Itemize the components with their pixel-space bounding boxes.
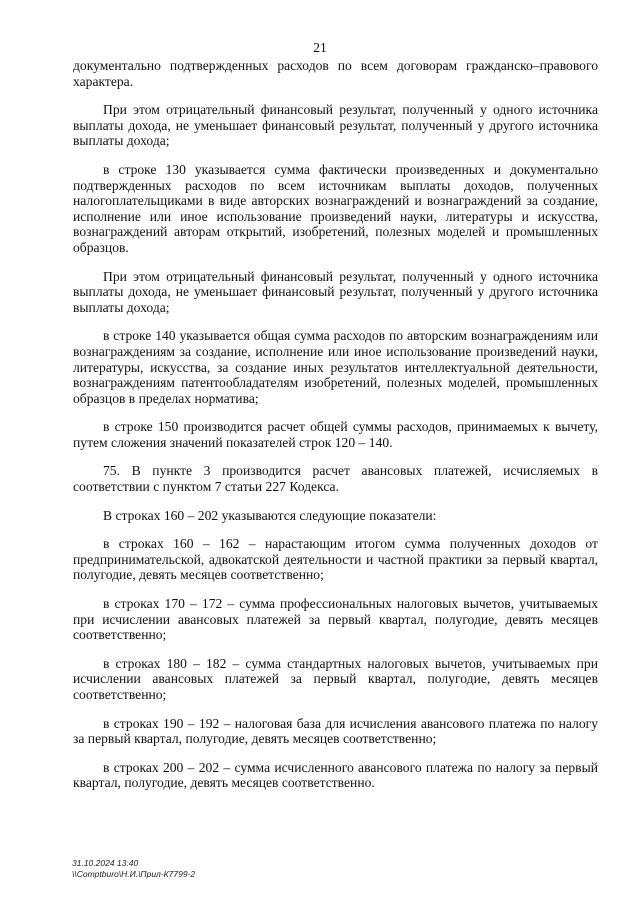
document-body — [73, 58, 598, 804]
paragraph: 75. В пункте 3 производится расчет авансовых платежей, исчисляемых в соответствии с пунктом 7 статьи 227 Кодекса. — [73, 463, 598, 495]
footer-path: \\Comptburo\Н.И.\Прил-К7799-2 — [72, 869, 196, 879]
paragraph: в строках 180 – 182 – сумма стандартных налоговых вычетов, учитываемых при исчислении авансовых платежей за первый квартал, полугодие, девять месяцев соответственно; — [73, 655, 598, 702]
paragraph: В строках 160 – 202 указываются следующие показатели: — [103, 507, 437, 523]
paragraph: в строках 190 – 192 – налоговая база для исчисления авансового платежа по налогу за первый квартал, полугодие, девять месяцев соответственно; — [73, 715, 598, 747]
paragraph: в строке 150 производится расчет общей суммы расходов, принимаемых к вычету, путем сложения значений показателей строк 120 – 140. — [73, 419, 598, 450]
paragraph: При этом отрицательный финансовый результат, полученный у одного источника выплаты дохода, не уменьшает финансовый результат, полученный у другого источника выплаты дохода; — [73, 268, 598, 315]
paragraph: При этом отрицательный финансовый результат, полученный у одного источника выплаты дохода, не уменьшает финансовый результат, полученный у другого источника выплаты дохода; — [73, 102, 598, 149]
paragraph: в строках 160 – 162 – нарастающим итогом сумма полученных доходов от предпринимательской, адвокатской деятельности и частной практики за первый квартал, полугодие, девять месяцев соответственно; — [73, 536, 598, 583]
footer-date: 31.10.2024 13:40 — [72, 858, 139, 868]
paragraph: в строке 140 указывается общая сумма расходов по авторским вознаграждениям или вознаграждениям за создание, исполнение или иное использование произведений науки, литературы, искусства, за создание иных результатов интеллектуальной деятельности, вознаграждениям патентообладателям изобретений, полезных моделей, промышленных образцов в пределах норматива; — [73, 328, 598, 406]
page-number: 21 — [313, 40, 327, 55]
paragraph: в строке 130 указывается сумма фактически произведенных и документально подтвержденных расходов по всем источникам выплаты доходов, полученных налогоплательщиками в виде авторских вознаграждений и вознаграждений за создание, исполнение или иное использование произведений науки, литературы и искусства, вознаграждений авторам открытий, изобретений, полезных моделей и промышленных образцов. — [73, 161, 598, 255]
footer — [72, 858, 195, 880]
paragraph: в строках 170 – 172 – сумма профессиональных налоговых вычетов, учитываемых при исчислении авансовых платежей за первый квартал, полугодие, девять месяцев соответственно; — [73, 596, 598, 643]
paragraph: документально подтвержденных расходов по всем договорам гражданско–правового характера. — [73, 58, 598, 89]
paragraph: в строках 200 – 202 – сумма исчисленного авансового платежа по налогу за первый квартал, полугодие, девять месяцев соответственно. — [73, 759, 598, 791]
